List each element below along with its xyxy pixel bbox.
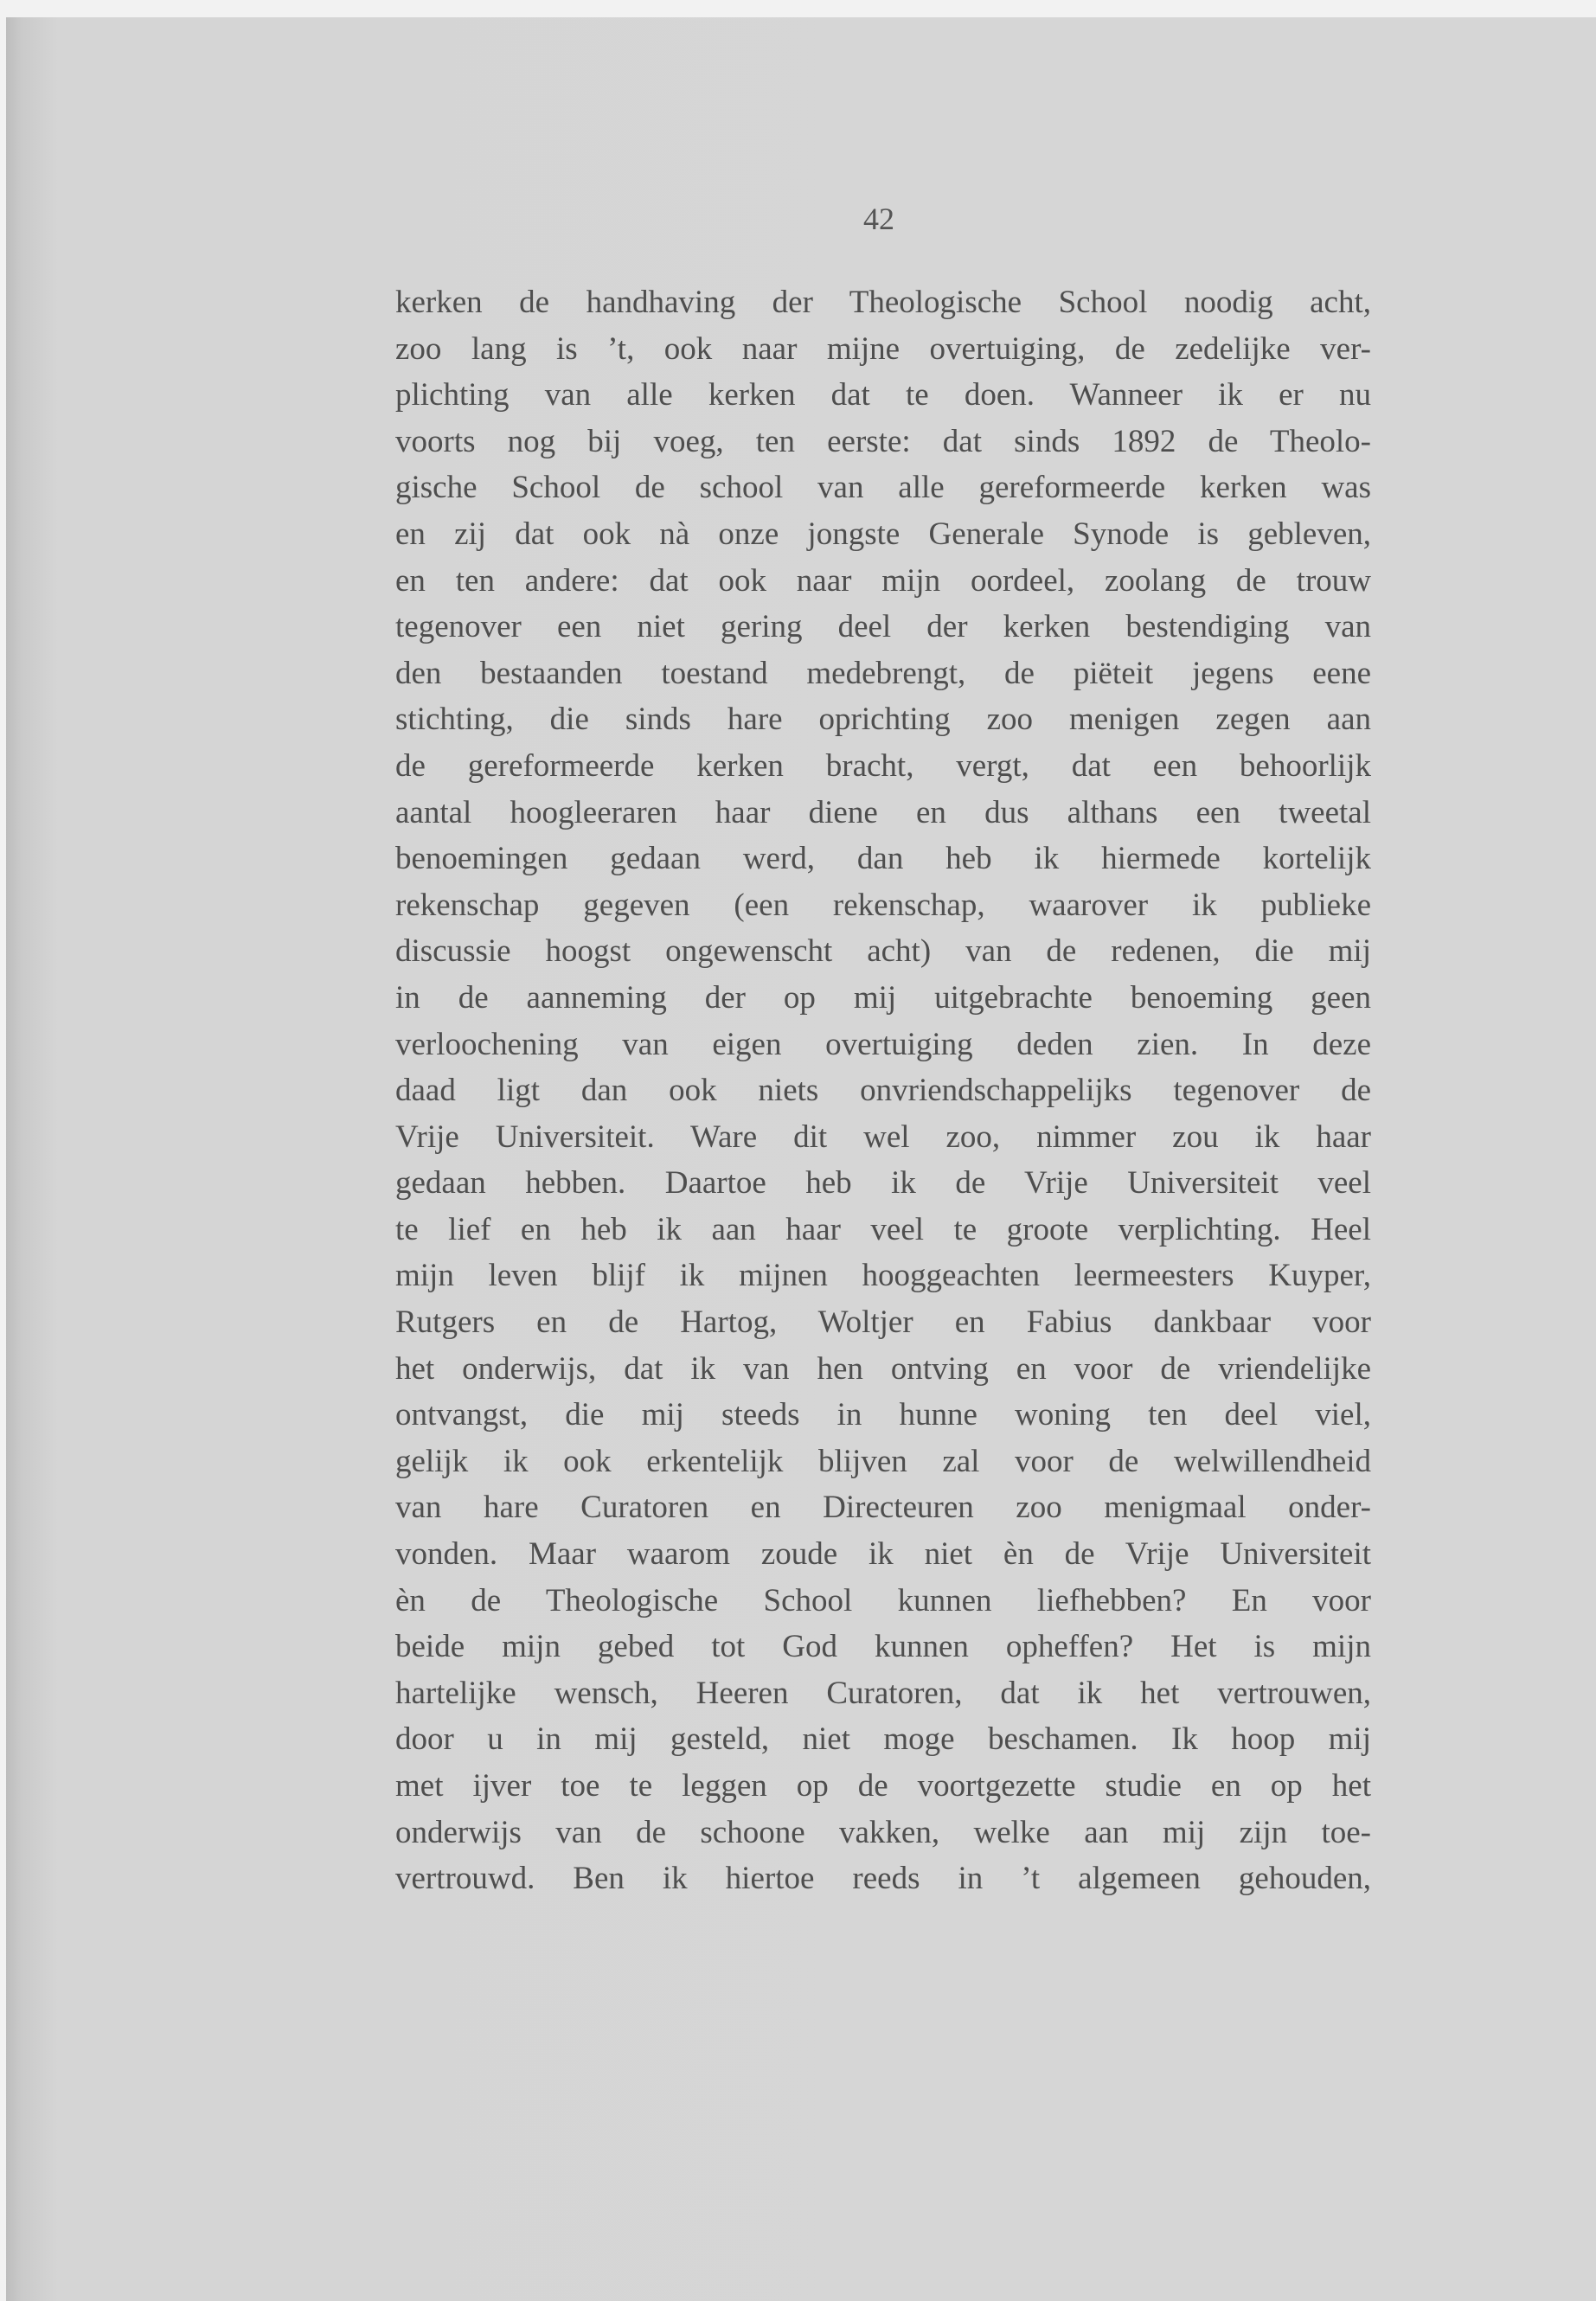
text-line: en zij dat ook nà onze jongste Generale Synode is gebleven, (395, 516, 1371, 552)
text-line: hartelijke wensch, Heeren Curatoren, dat ik het vertrouwen, (395, 1675, 1371, 1711)
body-text (395, 279, 1371, 1902)
text-line: benoemingen gedaan werd, dan heb ik hiermede kortelijk (395, 841, 1371, 877)
text-line: Rutgers en de Hartog, Woltjer en Fabius dankbaar voor (395, 1304, 1371, 1341)
text-line: kerken de handhaving der Theologische School noodig acht, (395, 285, 1371, 320)
text-line: vertrouwd. Ben ik hiertoe reeds in ’t algemeen gehouden, (395, 1861, 1371, 1897)
text-line: het onderwijs, dat ik van hen ontving en voor de vriendelijke (395, 1350, 1371, 1387)
text-line: gelijk ik ook erkentelijk blijven zal voor de welwillendheid (395, 1443, 1371, 1479)
text-line: door u in mij gesteld, niet moge beschamen. Ik hoop mij (395, 1721, 1371, 1758)
text-line: Vrije Universiteit. Ware dit wel zoo, nimmer zou ik haar (395, 1118, 1371, 1155)
page-number: 42 (863, 202, 894, 236)
text-line: tegenover een niet gering deel der kerken bestendiging van (395, 609, 1371, 645)
text-line: van hare Curatoren en Directeuren zoo menigmaal onder- (395, 1490, 1371, 1526)
scanned-page (6, 17, 1596, 2301)
text-line: met ijver toe te leggen op de voortgezette studie en op het (395, 1768, 1371, 1804)
text-line: vonden. Maar waarom zoude ik niet èn de Vrije Universiteit (395, 1536, 1371, 1573)
text-line: gedaan hebben. Daartoe heb ik de Vrije Universiteit veel (395, 1165, 1371, 1202)
text-line: beide mijn gebed tot God kunnen opheffen? Het is mijn (395, 1629, 1371, 1665)
text-line: den bestaanden toestand medebrengt, de piëteit jegens eene (395, 655, 1371, 691)
text-line: aantal hoogleeraren haar diene en dus althans een tweetal (395, 794, 1371, 830)
text-line: in de aanneming der op mij uitgebrachte benoeming geen (395, 979, 1371, 1016)
text-line: onderwijs van de schoone vakken, welke aan mij zijn toe- (395, 1814, 1371, 1850)
text-line: rekenschap gegeven (een rekenschap, waarover ik publieke (395, 887, 1371, 923)
text-line: voorts nog bij voeg, ten eerste: dat sinds 1892 de Theolo- (395, 423, 1371, 459)
text-line: stichting, die sinds hare oprichting zoo menigen zegen aan (395, 702, 1371, 738)
text-line: discussie hoogst ongewenscht acht) van de redenen, die mij (395, 933, 1371, 970)
text-line: te lief en heb ik aan haar veel te groote verplichting. Heel (395, 1211, 1371, 1247)
text-line: daad ligt dan ook niets onvriendschappelijks tegenover de (395, 1073, 1371, 1109)
text-line: zoo lang is ’t, ook naar mijne overtuiging, de zedelijke ver- (395, 330, 1371, 367)
text-line: plichting van alle kerken dat te doen. Wanneer ik er nu (395, 377, 1371, 413)
text-line: èn de Theologische School kunnen liefhebben? En voor (395, 1582, 1371, 1618)
text-line: mijn leven blijf ik mijnen hooggeachten leermeesters Kuyper, (395, 1258, 1371, 1294)
text-line: de gereformeerde kerken bracht, vergt, dat een behoorlijk (395, 747, 1371, 784)
text-line: en ten andere: dat ook naar mijn oordeel, zoolang de trouw (395, 562, 1371, 599)
text-line: gische School de school van alle gereformeerde kerken was (395, 470, 1371, 506)
text-line: verloochening van eigen overtuiging deden zien. In deze (395, 1026, 1371, 1062)
text-line: ontvangst, die mij steeds in hunne woning ten deel viel, (395, 1397, 1371, 1433)
